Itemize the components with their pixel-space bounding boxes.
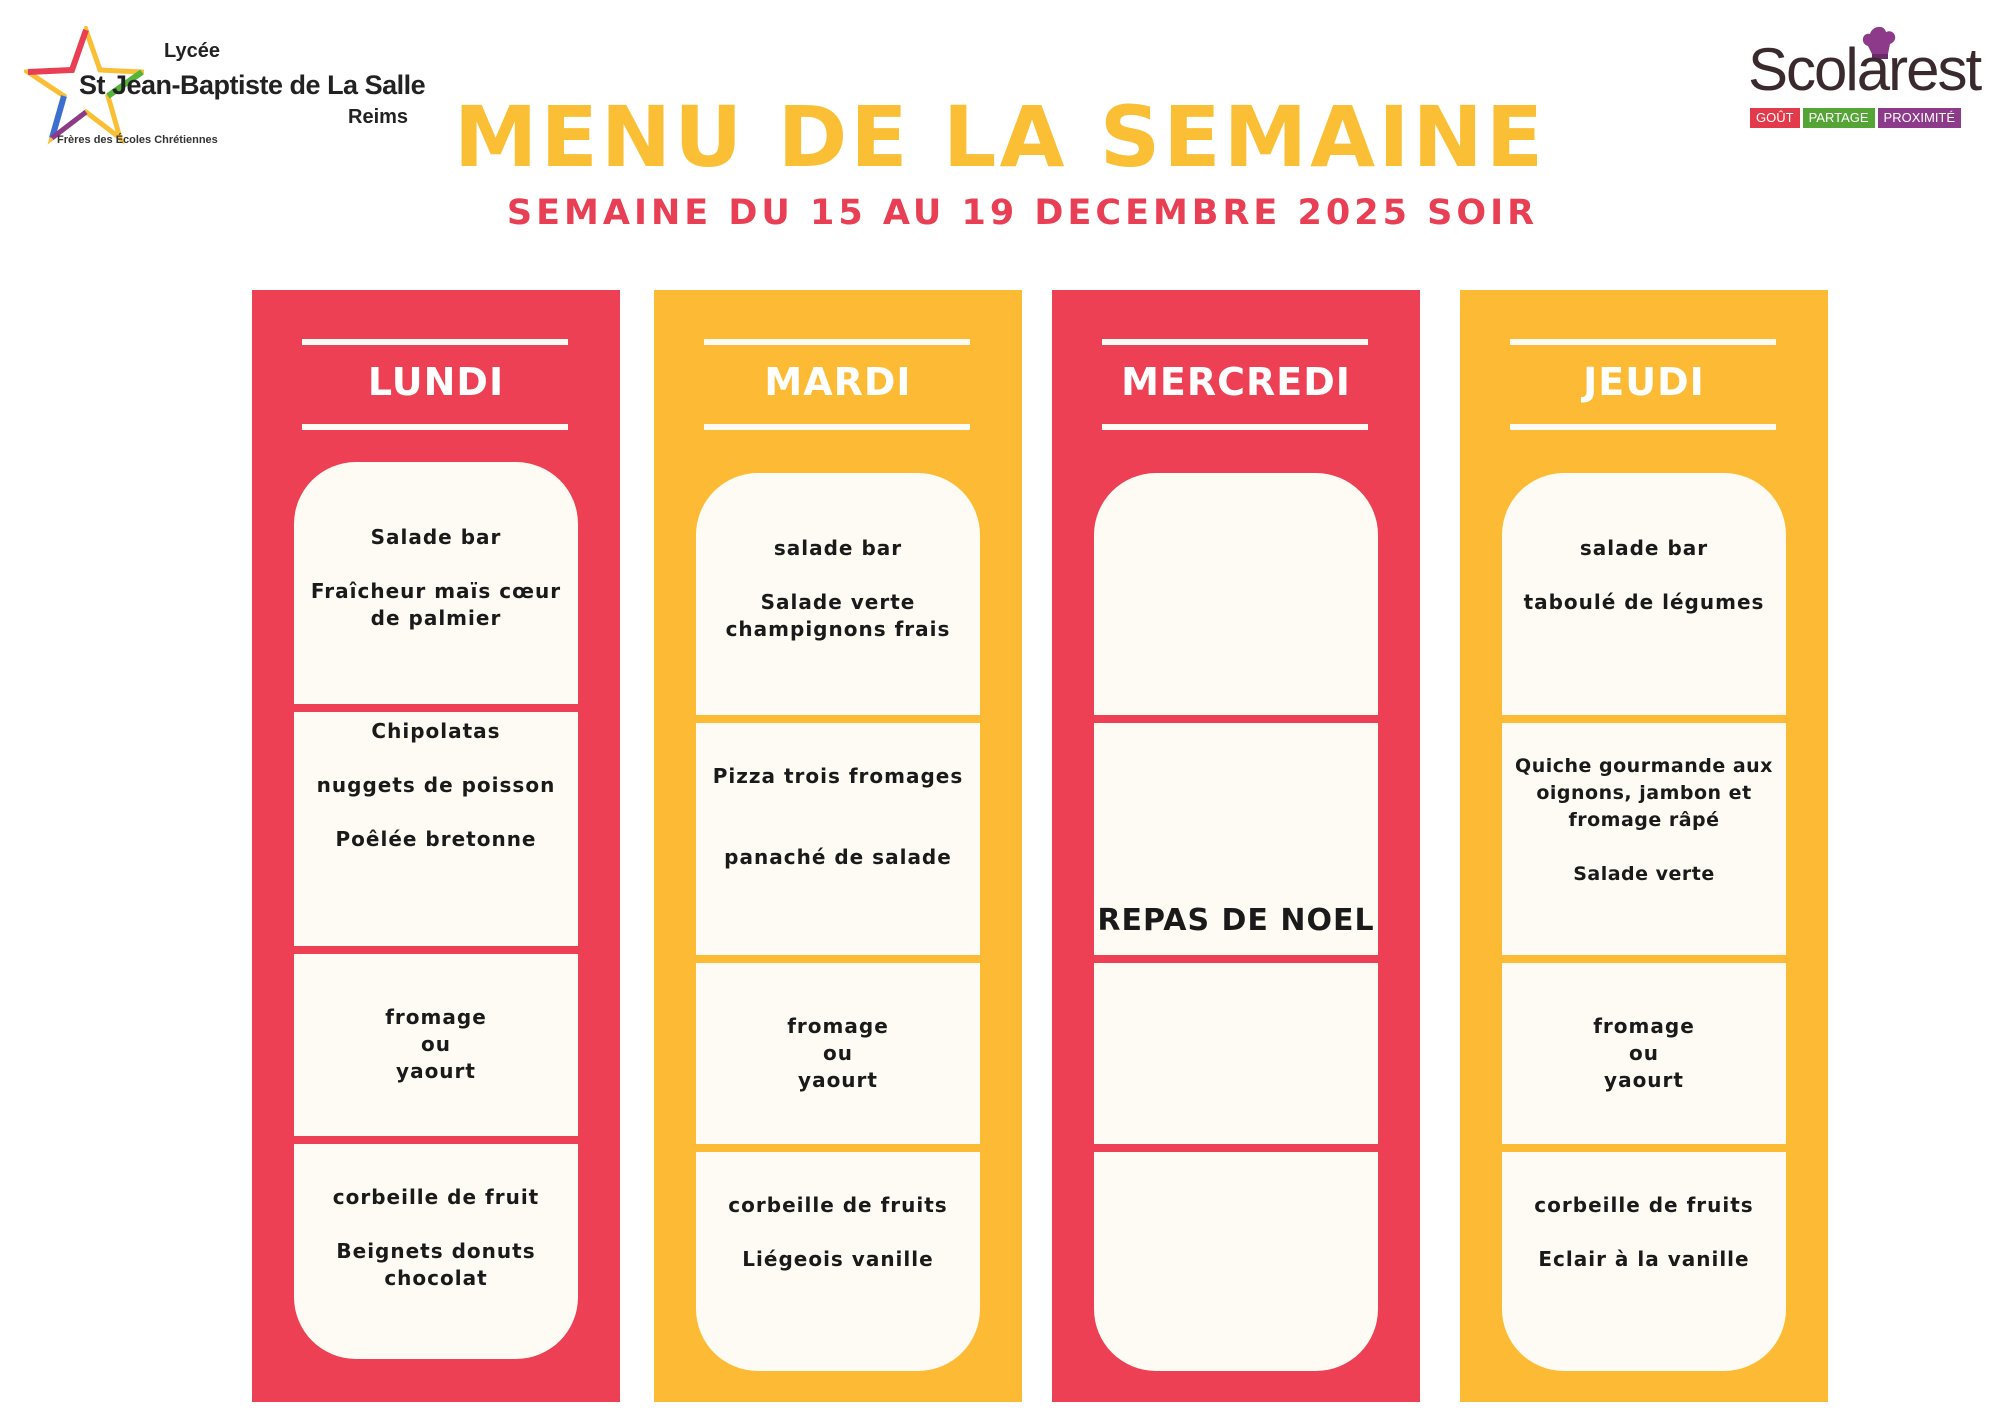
section-text: Chipolatas nuggets de poisson Poêlée bretonne bbox=[316, 719, 556, 851]
tag-proximite: PROXIMITÉ bbox=[1878, 108, 1962, 128]
day-name: MARDI bbox=[764, 360, 912, 404]
menu-section-dessert bbox=[294, 1144, 578, 1359]
menu-section-dessert bbox=[696, 1152, 980, 1371]
day-name: LUNDI bbox=[367, 360, 505, 404]
section-text: fromage ou yaourt bbox=[787, 1014, 889, 1092]
day-name: JEUDI bbox=[1583, 360, 1705, 404]
divider bbox=[704, 339, 970, 345]
page-title: MENU DE LA SEMAINE bbox=[453, 88, 1547, 186]
tag-gout: GOÛT bbox=[1750, 108, 1800, 128]
section-text: salade bar taboulé de légumes bbox=[1523, 536, 1765, 614]
menu-section-main bbox=[696, 723, 980, 955]
day-column-lundi bbox=[252, 290, 620, 1402]
divider bbox=[1510, 424, 1776, 430]
section-text: fromage ou yaourt bbox=[385, 1005, 487, 1083]
section-text: Pizza trois fromages panaché de salade bbox=[712, 764, 964, 869]
school-city: Reims bbox=[348, 106, 409, 128]
menu-section-dairy bbox=[1502, 963, 1786, 1144]
school-tagline: Frères des Écoles Chrétiennes bbox=[57, 134, 218, 146]
section-text: corbeille de fruit Beignets donuts chocolat bbox=[332, 1185, 540, 1290]
menu-section-starter bbox=[294, 462, 578, 704]
tag-partage: PARTAGE bbox=[1803, 108, 1875, 128]
menu-section-dairy bbox=[696, 963, 980, 1144]
section-text: corbeille de fruits Eclair à la vanille bbox=[1534, 1193, 1754, 1271]
menu-section-starter bbox=[696, 473, 980, 715]
day-column-jeudi bbox=[1460, 290, 1828, 1402]
day-column-mercredi bbox=[1052, 290, 1420, 1402]
menu-section-starter bbox=[1094, 473, 1378, 715]
menu-card bbox=[1502, 473, 1786, 1371]
section-text: salade bar Salade verte champignons frais bbox=[725, 536, 951, 641]
scolarest-wordmark: Scolarest bbox=[1748, 36, 1981, 103]
menu-section-main bbox=[1502, 723, 1786, 955]
divider bbox=[704, 424, 970, 430]
section-text: Salade bar Fraîcheur maïs cœur de palmier bbox=[310, 525, 562, 630]
menu-section-dessert bbox=[1502, 1152, 1786, 1371]
section-text: fromage ou yaourt bbox=[1593, 1014, 1695, 1092]
menu-card bbox=[1094, 473, 1378, 1371]
special-meal-label: REPAS DE NOEL bbox=[1097, 903, 1375, 938]
menu-card bbox=[696, 473, 980, 1371]
menu-section-dessert bbox=[1094, 1152, 1378, 1371]
page-subtitle: SEMAINE DU 15 AU 19 DECEMBRE 2025 SOIR bbox=[506, 193, 1539, 233]
menu-section-dairy bbox=[294, 954, 578, 1136]
section-text: corbeille de fruits Liégeois vanille bbox=[728, 1193, 948, 1271]
section-text: Quiche gourmande aux oignons, jambon et fromage râpé Salade verte bbox=[1515, 755, 1773, 885]
day-name: MERCREDI bbox=[1121, 360, 1351, 404]
school-name-line1: Lycée bbox=[164, 40, 220, 62]
menu-section-main bbox=[294, 712, 578, 946]
menu-card bbox=[294, 462, 578, 1359]
divider bbox=[302, 339, 568, 345]
divider bbox=[1510, 339, 1776, 345]
divider bbox=[1102, 339, 1368, 345]
divider bbox=[302, 424, 568, 430]
school-name-line2: St Jean-Baptiste de La Salle bbox=[79, 70, 426, 100]
menu-section-starter bbox=[1502, 473, 1786, 715]
day-column-mardi bbox=[654, 290, 1022, 1402]
menu-section-main bbox=[1094, 723, 1378, 955]
divider bbox=[1102, 424, 1368, 430]
menu-section-dairy bbox=[1094, 963, 1378, 1144]
